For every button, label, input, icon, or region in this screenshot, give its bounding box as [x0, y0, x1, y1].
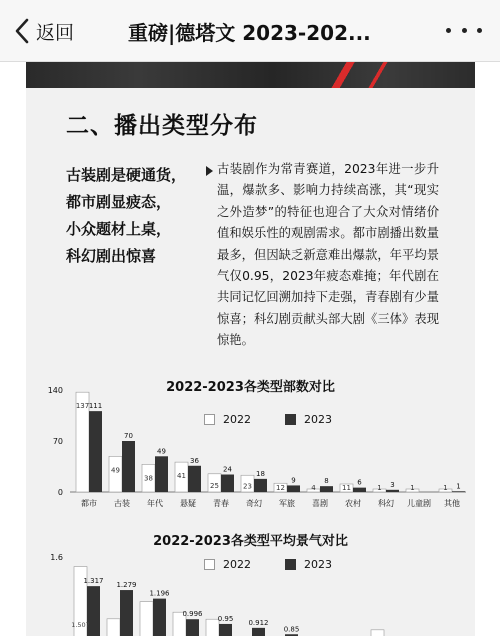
bar-2022 [371, 630, 384, 636]
data-label-2023: 1.317 [83, 577, 104, 586]
x-tick-label: 悬疑 [180, 499, 196, 508]
bar-2023 [353, 488, 366, 492]
bar-2023 [122, 441, 135, 492]
body-paragraph: 古装剧作为常青赛道，2023年进一步升温，爆款多、影响力持续高涨，其“现实之外造梦”的特征也迎合了大众对情绪价值和娱乐性的观剧需求。都市剧播出数量最多，但因缺乏新意难出爆款，年平均景气仅0.95，2023年疲态难掩；年代剧在共同记忆回溯加持下走强，青春剧有少量惊喜；科幻剧贡献头部大剧《三体》表现惊艳。 [217, 162, 439, 348]
bar-2022 [107, 619, 120, 636]
data-label-2023: 8 [324, 477, 329, 486]
chart-prosperity [26, 547, 475, 636]
data-label-2022: 11 [342, 484, 351, 492]
x-tick-label: 儿童剧 [407, 499, 431, 508]
y-tick-label: 140 [47, 386, 63, 395]
x-tick-label: 都市 [81, 499, 97, 508]
data-label-2022: 49 [111, 466, 120, 475]
data-label-2022: 1.507 [71, 621, 90, 629]
data-label-2023: 36 [190, 456, 199, 465]
bar-2023 [120, 590, 133, 636]
bar-2023 [452, 491, 465, 492]
bar-2023 [188, 466, 201, 492]
data-label-2023: 111 [88, 402, 103, 411]
nav-bar [0, 0, 500, 62]
legend-label: 2023 [304, 413, 332, 426]
bar-2023 [320, 486, 333, 492]
banner-stripe [285, 62, 475, 88]
article-image [26, 62, 475, 636]
page-title: 重磅|德塔文 2023-202... [128, 21, 371, 45]
data-label-2022: 23 [243, 482, 252, 491]
data-label-2023: 0.996 [182, 610, 203, 619]
legend-label: 2022 [223, 558, 251, 571]
data-label-2022: 38 [144, 474, 153, 483]
bar-2023 [186, 619, 199, 636]
back-button[interactable] [12, 16, 74, 46]
bar-2023 [155, 456, 168, 492]
data-label-2023: 9 [291, 476, 296, 485]
chart-title-prosperity: 2022-2023各类型平均景气对比 [153, 534, 348, 549]
data-label-2023: 0.85 [283, 625, 300, 634]
summary-line: 都市剧显疲态， [66, 193, 172, 211]
data-label-2022: 1 [377, 484, 382, 492]
data-label-2023: 1.279 [116, 581, 137, 590]
chevron-left-icon [12, 16, 32, 46]
x-tick-label: 其他 [444, 499, 460, 508]
legend-label: 2022 [223, 413, 251, 426]
summary-line: 科幻剧出惊喜 [66, 247, 157, 265]
x-tick-label: 青春 [213, 499, 229, 508]
bar-2023 [153, 599, 166, 636]
section-heading: 二、播出类型分布 [66, 113, 258, 139]
data-label-2023: 0.95 [217, 614, 234, 623]
data-label-2022: 137 [75, 402, 90, 411]
y-tick-label: 70 [52, 437, 63, 446]
data-label-2022: 1 [443, 484, 448, 492]
data-label-2022: 25 [210, 481, 219, 490]
bar-2023 [254, 479, 267, 492]
data-label-2022: 41 [177, 472, 186, 481]
data-label-2022: 1 [410, 484, 415, 492]
data-label-2022: 12 [276, 484, 285, 492]
bar-2023 [252, 628, 265, 636]
more-dots-icon[interactable] [446, 20, 482, 40]
x-tick-label: 奇幻 [246, 499, 262, 508]
bar-2023 [89, 411, 102, 492]
y-tick-label: 1.6 [50, 553, 63, 562]
x-tick-label: 年代 [147, 499, 163, 508]
bar-2023 [287, 485, 300, 492]
bar-2023 [386, 490, 399, 492]
x-tick-label: 军旅 [279, 499, 295, 508]
data-label-2023: 1 [456, 482, 461, 491]
bar-2023 [219, 624, 232, 636]
x-tick-label: 古装 [114, 499, 130, 508]
bar-2023 [221, 475, 234, 492]
data-label-2023: 18 [256, 469, 265, 478]
data-label-2023: 1.196 [149, 589, 170, 598]
x-tick-label: 农村 [345, 499, 361, 508]
summary [66, 162, 206, 270]
triangle-bullet-icon [206, 166, 213, 176]
data-label-2023: 70 [124, 432, 133, 440]
back-label: 返回 [36, 21, 75, 44]
summary-line: 古装剧是硬通货， [66, 166, 187, 184]
y-tick-label: 0 [57, 488, 63, 497]
data-label-2023: 49 [157, 447, 166, 456]
bar-2022 [140, 602, 153, 636]
x-tick-label: 喜剧 [312, 499, 328, 508]
data-label-2023: 24 [223, 465, 232, 474]
legend-label: 2023 [304, 558, 332, 571]
chart-counts [26, 384, 475, 514]
x-tick-label: 科幻 [378, 499, 394, 508]
data-label-2023: 3 [390, 480, 395, 489]
chart-title-counts: 2022-2023各类型部数对比 [166, 380, 335, 395]
data-label-2023: 6 [357, 478, 362, 487]
summary-line: 小众题材上桌， [66, 220, 172, 238]
data-label-2022: 4 [311, 484, 316, 492]
data-label-2023: 0.912 [248, 618, 269, 627]
